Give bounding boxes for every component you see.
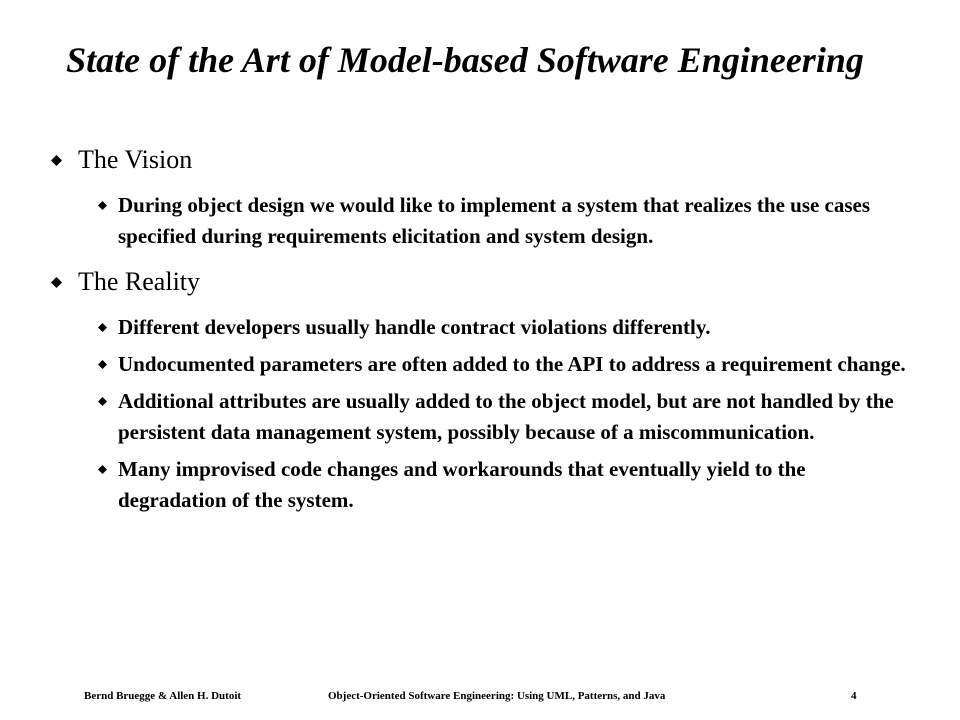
diamond-bullet-icon — [98, 323, 107, 332]
bullet-list — [48, 140, 908, 516]
list-item — [48, 454, 908, 516]
footer-authors: Bernd Bruegge & Allen H. Dutoit — [84, 690, 242, 702]
list-item — [48, 312, 908, 343]
diamond-bullet-icon — [51, 155, 62, 166]
diamond-bullet-icon — [98, 397, 107, 406]
section-heading-vision — [48, 144, 908, 176]
list-item-text: Additional attributes are usually added to the object model, but are not handled by the persistent data management system, possibly because of a miscommunication. — [118, 389, 894, 444]
list-item-text: Many improvised code changes and workarounds that eventually yield to the degradation of the system. — [118, 457, 806, 512]
list-item-text: During object design we would like to implement a system that realizes the use cases specified during requirements elicitation and system design. — [118, 193, 871, 248]
list-item-text: Different developers usually handle contract violations differently. — [118, 315, 711, 339]
section-heading-label: The Vision — [78, 145, 193, 174]
diamond-bullet-icon — [98, 465, 107, 474]
footer-book-title: Object-Oriented Software Engineering: Using UML, Patterns, and Java — [328, 690, 666, 702]
list-item — [48, 386, 908, 448]
diamond-bullet-icon — [51, 277, 62, 288]
section-heading-label: The Reality — [78, 267, 201, 296]
slide-title: State of the Art of Model-based Software Engineering — [66, 40, 864, 80]
section-heading-reality — [48, 266, 908, 298]
list-item — [48, 349, 908, 380]
diamond-bullet-icon — [98, 201, 107, 210]
footer-page-number: 4 — [851, 690, 857, 702]
list-item-text: Undocumented parameters are often added to the API to address a requirement change. — [118, 352, 906, 376]
diamond-bullet-icon — [98, 360, 107, 369]
list-item — [48, 190, 908, 252]
